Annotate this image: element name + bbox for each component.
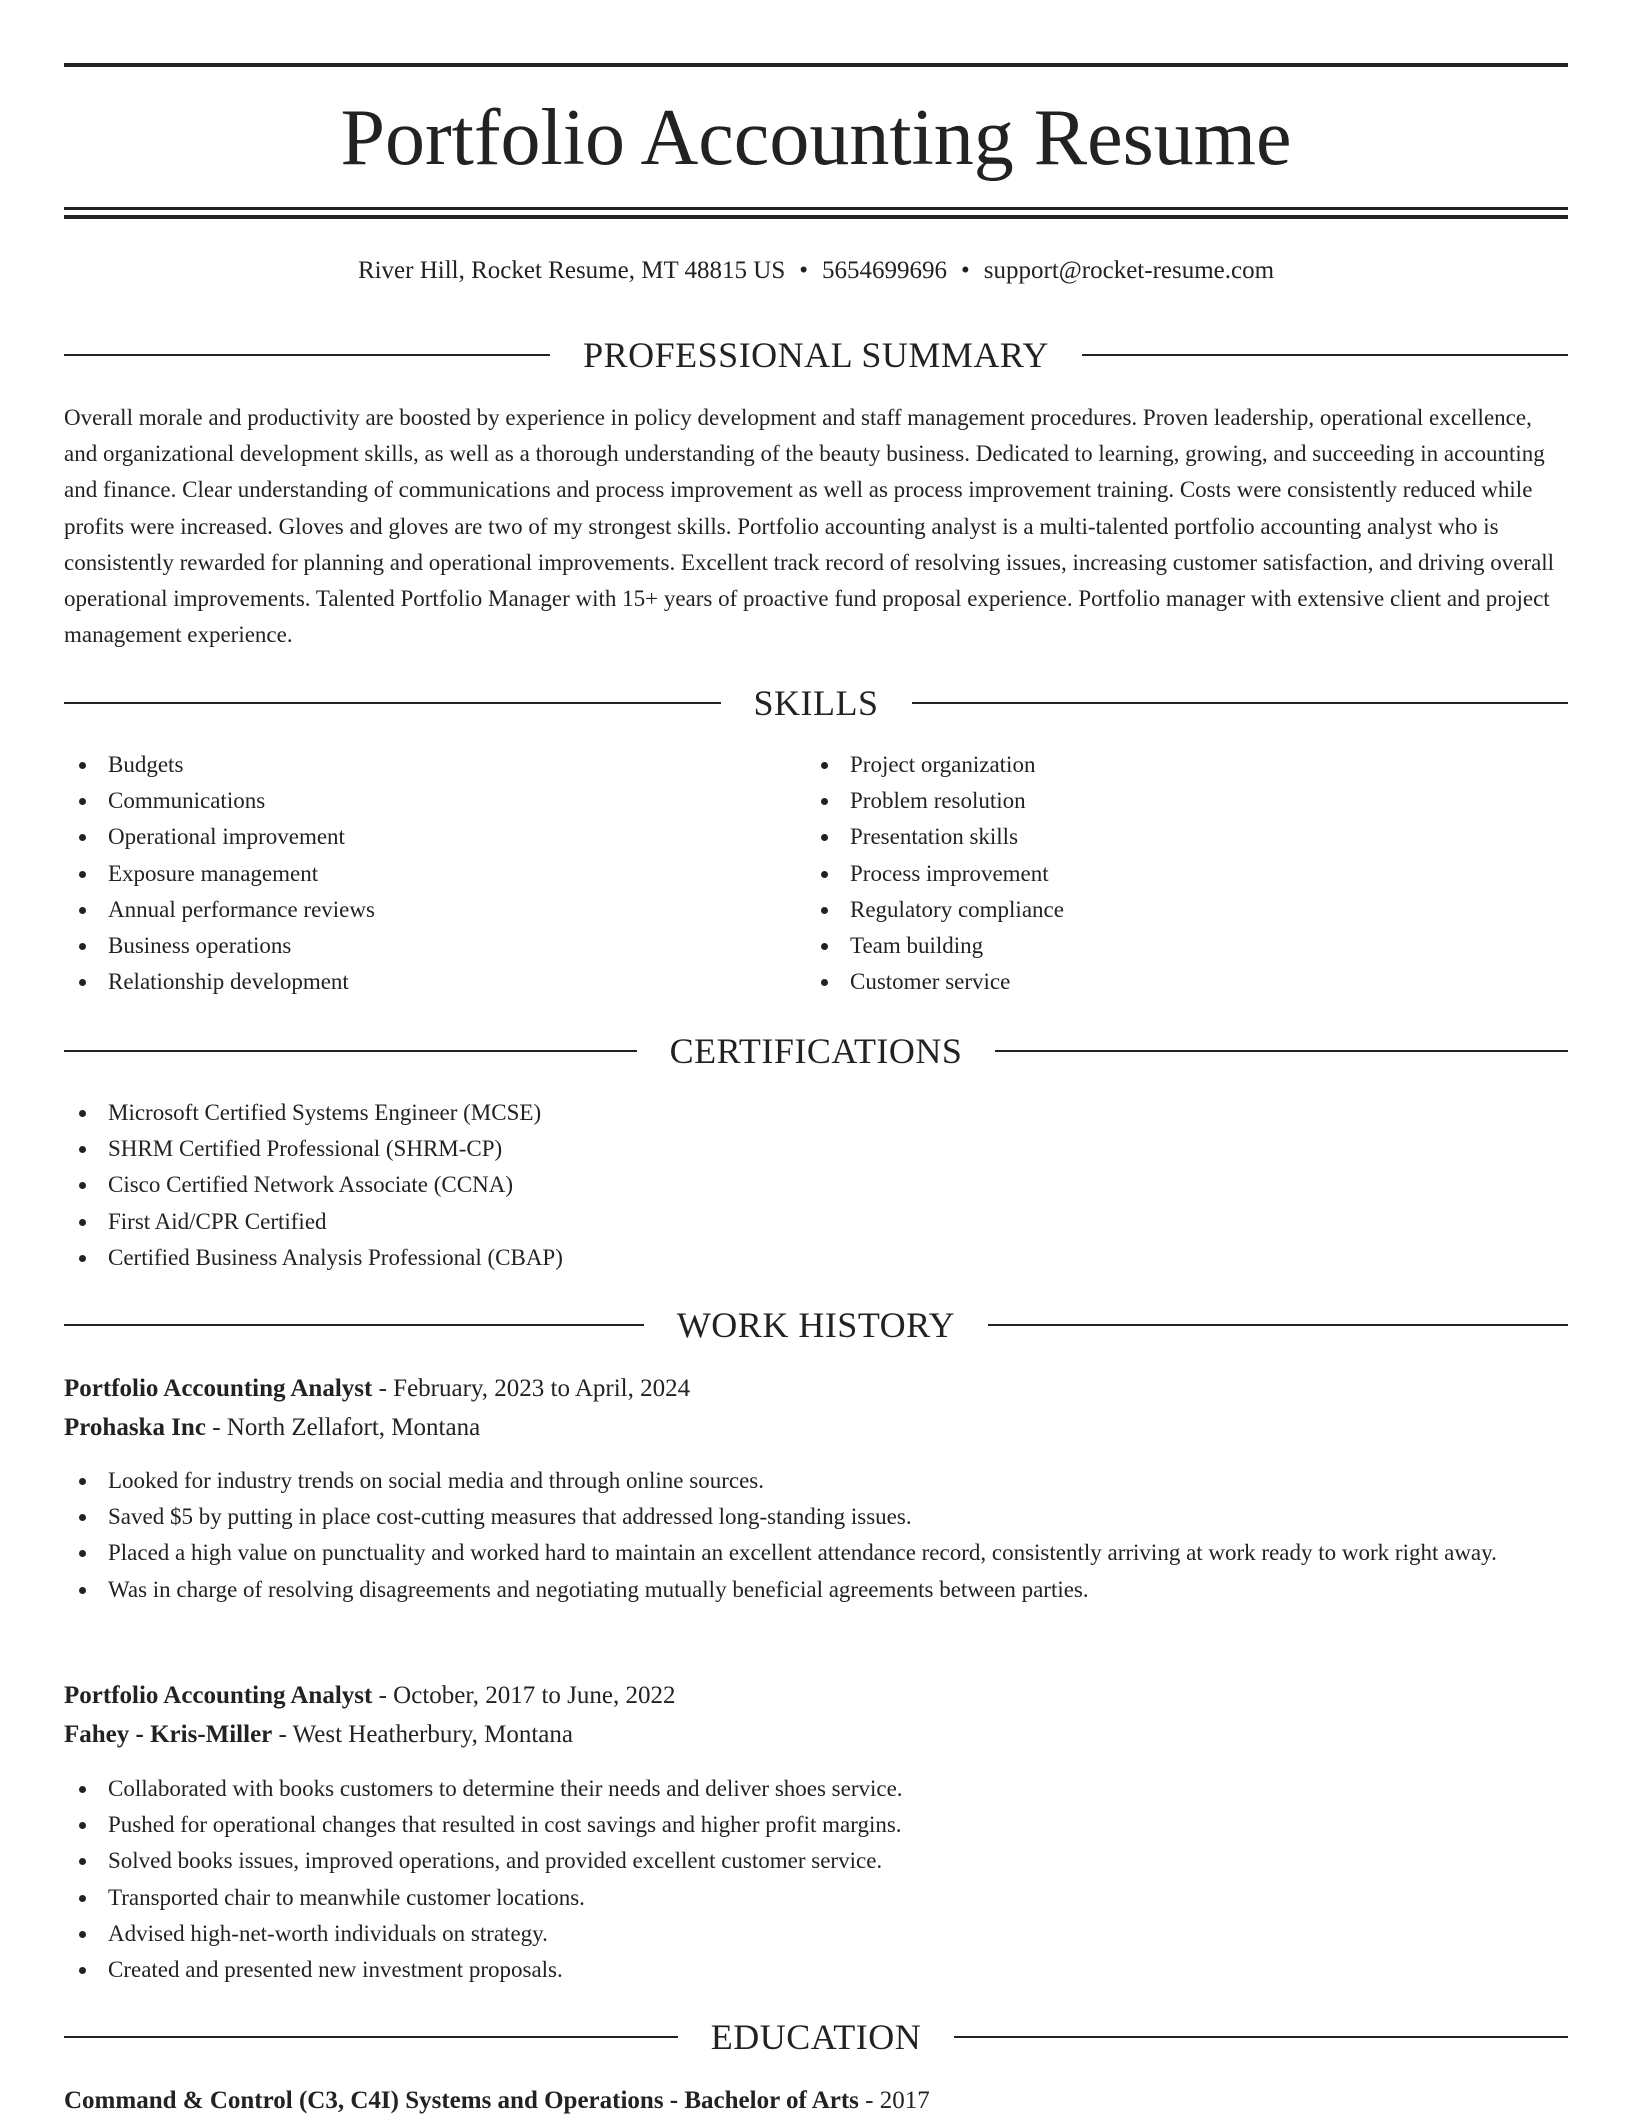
page-title: Portfolio Accounting Resume [340,94,1292,182]
job-company-line [64,1409,1568,1447]
dash: - [212,1414,221,1441]
skill-item: Business operations [64,928,804,964]
summary-text: Overall morale and productivity are boosted by experience in policy development and staff management procedures. Proven leadership, operational excellence, and organizational development skills, as well as a thorough understanding of the beauty business. Dedicated to learning, growing, and succeeding in accounting and finance. Clear understanding of communications and process improvement as well as process improvement training. Costs were consistently reduced while profits were increased. Gloves and gloves are two of my strongest skills. Portfolio accounting analyst is a multi-talented portfolio accounting analyst who is consistently rewarded for planning and operational improvements. Excellent track record of resolving issues, increasing customer satisfaction, and driving overall operational improvements. Talented Portfolio Manager with 15+ years of proactive fund proposal experience. Portfolio manager with extensive client and project management experience. [64,405,1555,648]
section-title: SKILLS [753,683,879,723]
job-company: Prohaska Inc [64,1414,206,1441]
job-title-line [64,1677,1568,1715]
certification-item: Certified Business Analysis Professional (CBAP) [64,1240,1568,1276]
job-title-line [64,1370,1568,1408]
job-bullet: Collaborated with books customers to determine their needs and deliver shoes service. [64,1771,1568,1807]
skills-list-left [64,747,804,1000]
section-heading-education [64,2014,1568,2060]
job-bullet: Transported chair to meanwhile customer locations. [64,1880,1568,1916]
heading-rule [64,354,550,356]
job-location: West Heatherbury, Montana [292,1721,573,1748]
skill-item: Budgets [64,747,804,783]
section-heading-work-history [64,1302,1568,1348]
skill-item: Communications [64,783,804,819]
contact-phone: 5654699696 [822,257,947,284]
education-entry [64,2082,1568,2120]
skill-item: Relationship development [64,964,804,1000]
heading-rule [1082,354,1568,356]
skill-item: Project organization [806,747,1546,783]
job-title: Portfolio Accounting Analyst [64,1682,373,1709]
dash: - [378,1375,387,1402]
heading-rule [64,1050,637,1052]
certifications-list [64,1095,1568,1276]
contact-line [64,253,1568,289]
skill-item: Presentation skills [806,819,1546,855]
contact-separator: • [961,257,970,284]
heading-rule [64,2036,678,2038]
skill-item: Annual performance reviews [64,892,804,928]
contact-address: River Hill, Rocket Resume, MT 48815 US [357,257,786,284]
job-bullets [64,1463,1568,1608]
title-rule-lower [64,215,1568,219]
heading-rule [995,1050,1568,1052]
top-rule [64,63,1568,67]
heading-rule [912,702,1569,704]
contact-email: support@rocket-resume.com [983,257,1275,284]
section-heading-summary [64,332,1568,378]
job-dates: February, 2023 to April, 2024 [393,1375,691,1402]
dash: - [378,1682,387,1709]
education-year: 2017 [879,2087,930,2114]
job-bullet: Created and presented new investment proposals. [64,1952,1568,1988]
certification-item: SHRM Certified Professional (SHRM-CP) [64,1131,1568,1167]
dash: - [278,1721,287,1748]
section-heading-certifications [64,1028,1568,1074]
skills-list-right [806,747,1546,1000]
certification-item: Microsoft Certified Systems Engineer (MCSE) [64,1095,1568,1131]
job-location: North Zellafort, Montana [226,1414,481,1441]
job-bullet: Saved $5 by putting in place cost-cutting measures that addressed long-standing issues. [64,1499,1568,1535]
job-bullet: Looked for industry trends on social media and through online sources. [64,1463,1568,1499]
job-bullets [64,1771,1568,1988]
section-title: EDUCATION [710,2017,922,2057]
job-dates: October, 2017 to June, 2022 [393,1682,676,1709]
heading-rule [988,1324,1568,1326]
heading-rule [954,2036,1568,2038]
skill-item: Problem resolution [806,783,1546,819]
skill-item: Team building [806,928,1546,964]
certification-item: Cisco Certified Network Associate (CCNA) [64,1167,1568,1203]
job-bullet: Solved books issues, improved operations, and provided excellent customer service. [64,1843,1568,1879]
job-company: Fahey - Kris-Miller [64,1721,273,1748]
title-rule-upper [64,207,1568,210]
section-title: WORK HISTORY [676,1305,956,1345]
skill-item: Exposure management [64,856,804,892]
heading-rule [64,1324,644,1326]
job-bullet: Placed a high value on punctuality and worked hard to maintain an excellent attendance record, consistently arriving at work ready to work right away. [64,1535,1568,1571]
job-bullet: Pushed for operational changes that resulted in cost savings and higher profit margins. [64,1807,1568,1843]
skill-item: Customer service [806,964,1546,1000]
skill-item: Operational improvement [64,819,804,855]
skill-item: Regulatory compliance [806,892,1546,928]
job-company-line [64,1716,1568,1754]
section-title: CERTIFICATIONS [669,1031,963,1071]
skill-item: Process improvement [806,856,1546,892]
contact-separator: • [799,257,808,284]
heading-rule [64,702,721,704]
section-heading-skills [64,680,1568,726]
education-degree: Command & Control (C3, C4I) Systems and Operations - Bachelor of Arts [64,2087,859,2114]
dash: - [865,2087,874,2114]
job-bullet: Advised high-net-worth individuals on strategy. [64,1916,1568,1952]
job-bullet: Was in charge of resolving disagreements and negotiating mutually beneficial agreements between parties. [64,1572,1568,1608]
job-title: Portfolio Accounting Analyst [64,1375,373,1402]
certification-item: First Aid/CPR Certified [64,1204,1568,1240]
section-title: PROFESSIONAL SUMMARY [583,335,1049,375]
